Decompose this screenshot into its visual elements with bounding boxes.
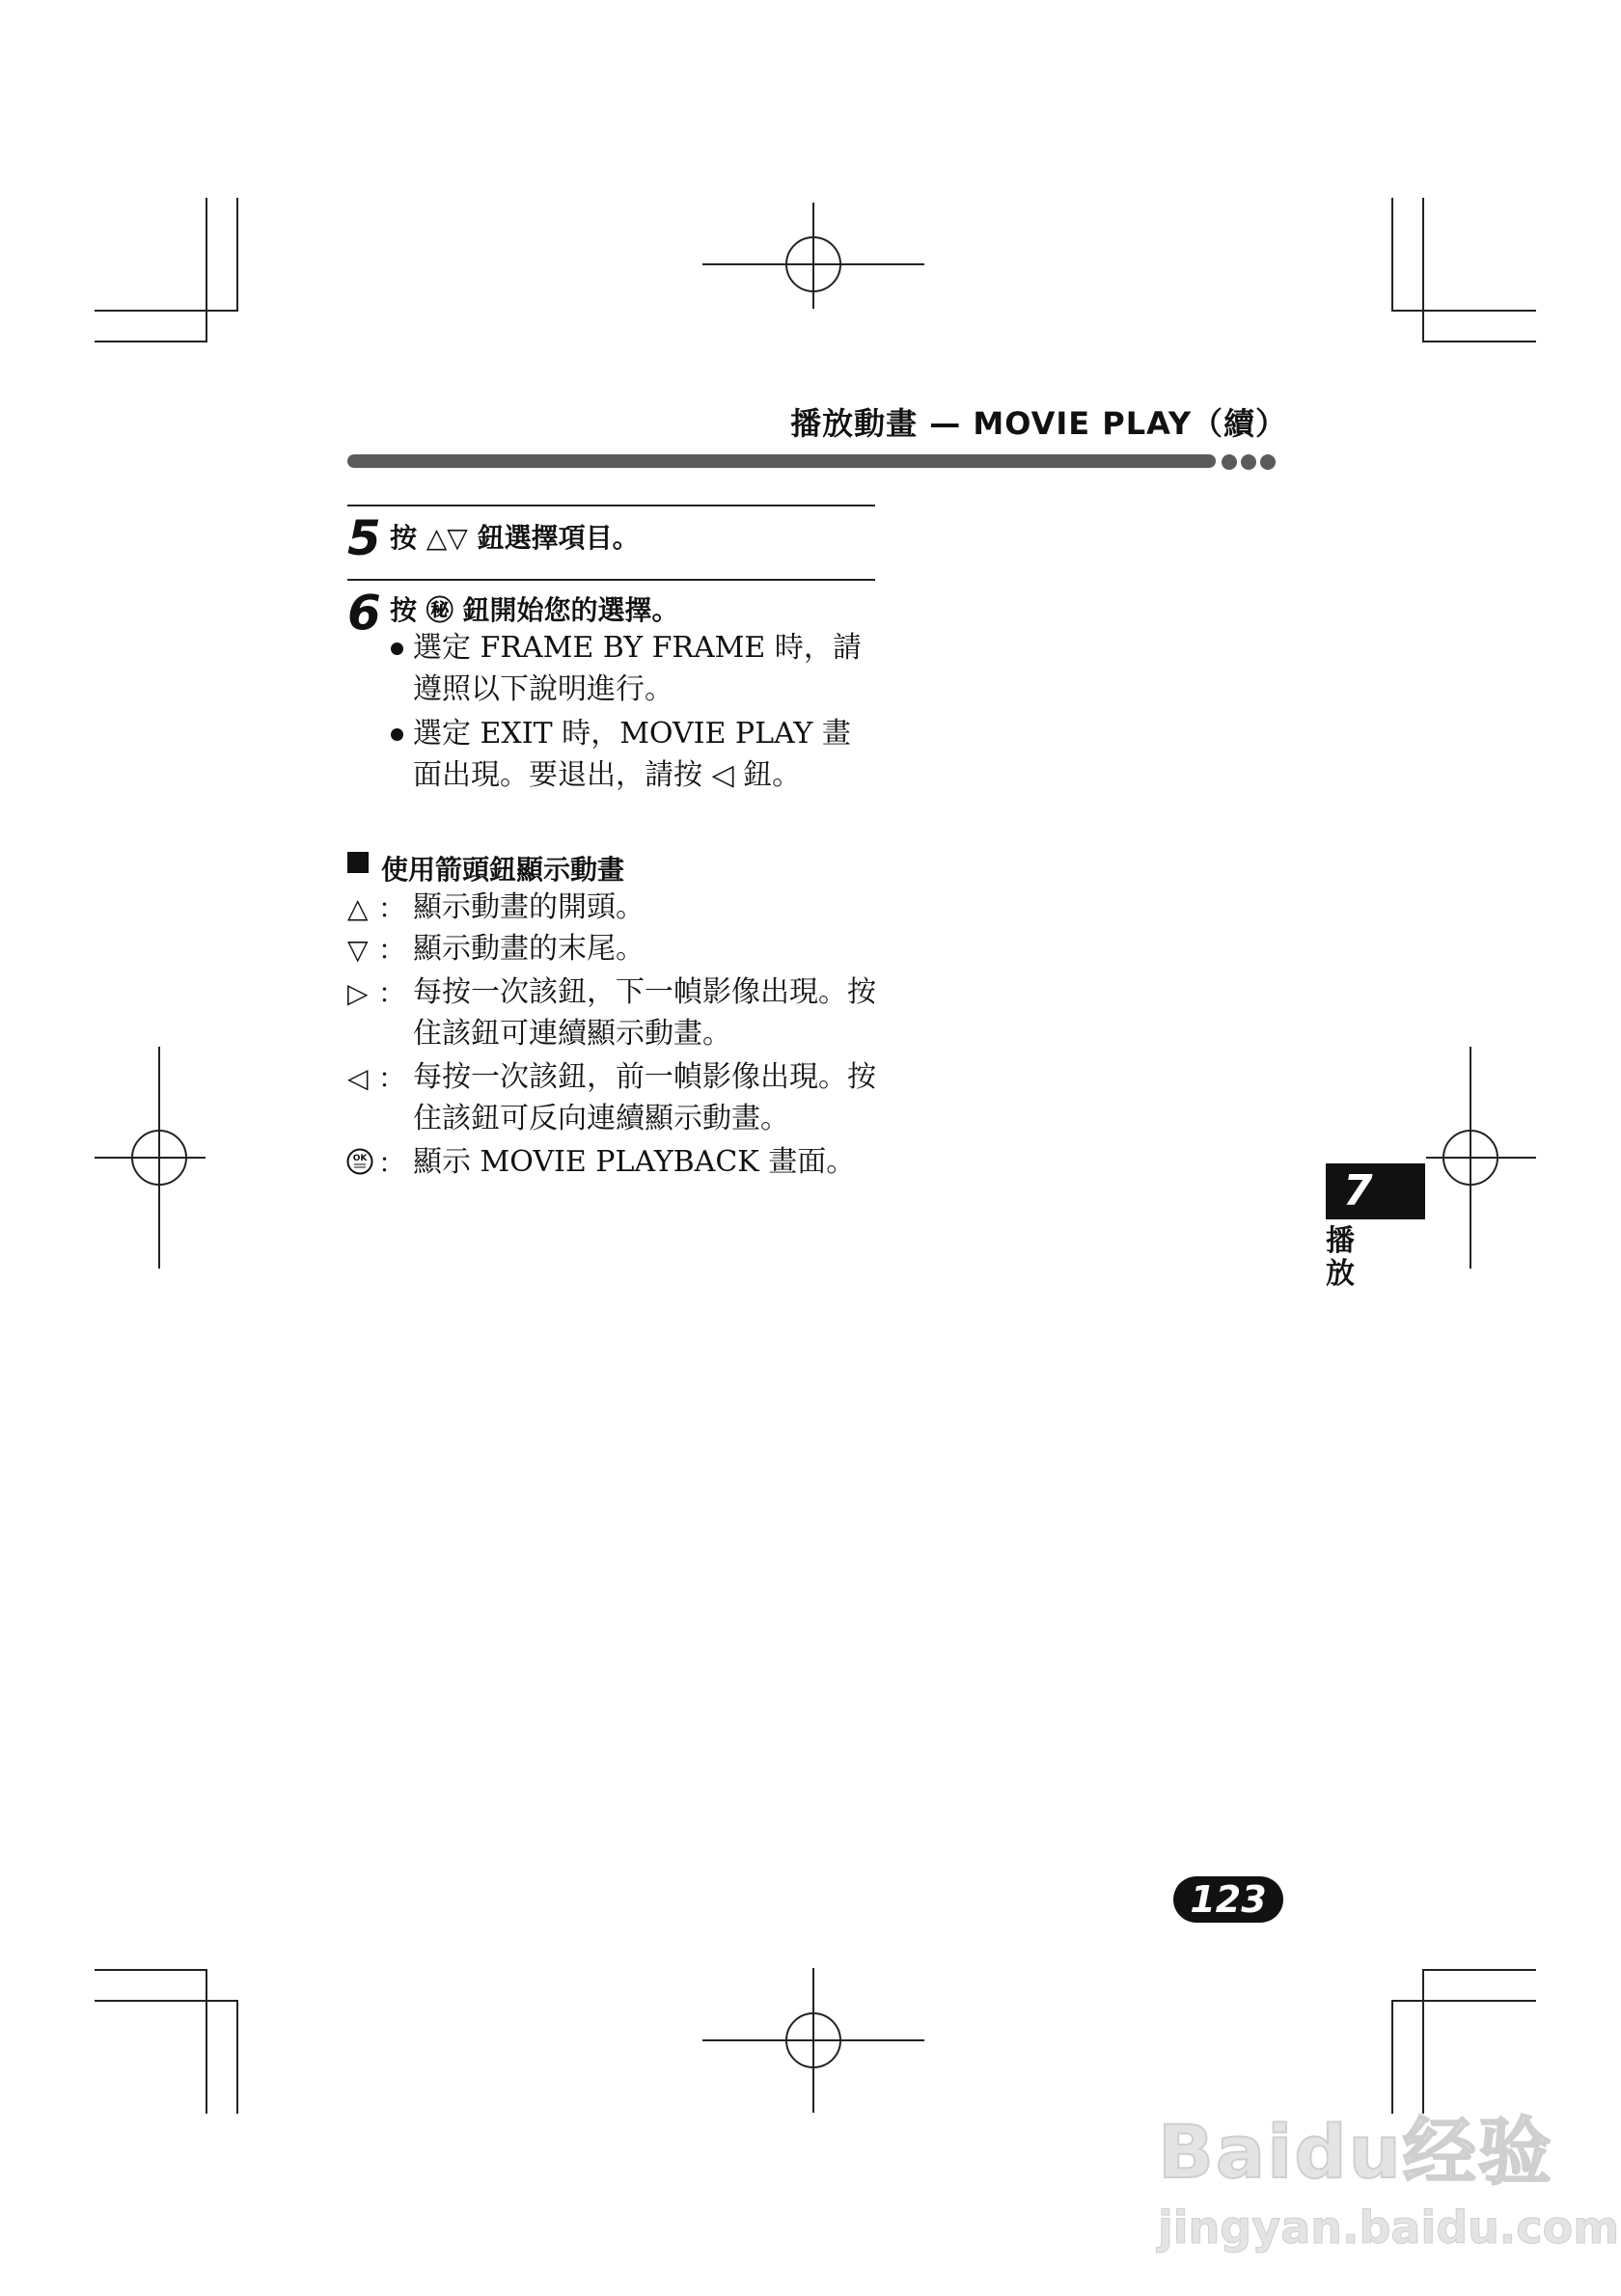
crop-mark <box>1391 198 1393 310</box>
registration-mark <box>95 1047 206 1269</box>
bullet-line: 選定 EXIT 時，MOVIE PLAY 畫 <box>413 717 851 751</box>
chapter-number-tab: 7 <box>1326 1163 1425 1219</box>
watermark <box>1158 2093 1620 2267</box>
page-header-title: 播放動畫 — MOVIE PLAY（續） <box>790 405 1287 442</box>
crop-mark <box>1391 2000 1536 2002</box>
bullet-dot <box>391 728 403 741</box>
crop-mark <box>1422 1969 1536 1971</box>
up-arrow-icon: △ <box>347 892 369 924</box>
step-number: 5 <box>347 510 381 566</box>
arrow-description: 顯示動畫的開頭。 <box>413 890 645 924</box>
arrow-description: 顯示動畫的末尾。 <box>413 932 645 966</box>
down-arrow-icon: ▽ <box>347 934 369 966</box>
crop-mark <box>236 2000 238 2114</box>
crop-mark <box>1391 310 1536 312</box>
header-dot <box>1241 454 1256 470</box>
arrow-description: 住該鈕可連續顯示動畫。 <box>413 1017 731 1051</box>
crop-mark <box>236 198 238 310</box>
colon: ： <box>378 892 406 924</box>
header-dot <box>1222 454 1237 470</box>
bullet-line: 遵照以下說明進行。 <box>413 672 673 706</box>
arrow-description: 每按一次該鈕，下一幀影像出現。按 <box>413 975 876 1009</box>
crop-mark <box>95 1969 207 1971</box>
crop-mark <box>206 1969 207 2114</box>
step-text: 按 ㊙ 鈕開始您的選擇。 <box>390 594 679 626</box>
arrow-description: 每按一次該鈕，前一幀影像出現。按 <box>413 1060 876 1094</box>
crop-mark <box>206 198 207 341</box>
chapter-label-char: 放 <box>1326 1257 1355 1291</box>
bullet-line: 面出現。要退出，請按 ◁ 鈕。 <box>413 758 802 792</box>
step-divider <box>347 579 875 581</box>
watermark-url: jingyan.baidu.com <box>1158 2201 1620 2254</box>
section-marker-square <box>347 852 369 873</box>
ok-button-icon <box>346 1148 373 1175</box>
bullet-dot <box>391 642 403 655</box>
left-arrow-icon: ◁ <box>347 1062 369 1094</box>
watermark-brand: Baidu经验 <box>1158 2109 1553 2195</box>
chapter-label-char: 播 <box>1326 1224 1355 1258</box>
page-number: 123 <box>1173 1876 1283 1923</box>
registration-mark <box>702 203 924 309</box>
crop-mark <box>95 341 207 342</box>
colon: ： <box>378 977 406 1009</box>
colon: ： <box>378 1147 406 1179</box>
crop-mark <box>1422 341 1536 342</box>
crop-mark <box>1422 198 1424 341</box>
registration-mark <box>702 1968 924 2113</box>
arrow-description: 顯示 MOVIE PLAYBACK 畫面。 <box>413 1145 856 1179</box>
colon: ： <box>378 934 406 966</box>
colon: ： <box>378 1062 406 1094</box>
header-rule-bar <box>347 454 1216 468</box>
bullet-line: 選定 FRAME BY FRAME 時，請 <box>413 631 862 665</box>
step-divider <box>347 505 875 506</box>
section-title: 使用箭頭鈕顯示動畫 <box>381 854 625 886</box>
crop-mark <box>95 2000 238 2002</box>
arrow-description: 住該鈕可反向連續顯示動畫。 <box>413 1102 789 1135</box>
registration-mark <box>1426 1047 1536 1269</box>
crop-mark <box>95 310 238 312</box>
crop-mark <box>1422 1969 1424 2114</box>
svg-text:OK: OK <box>352 1154 368 1163</box>
right-arrow-icon: ▷ <box>347 977 369 1009</box>
header-dot <box>1260 454 1276 470</box>
step-text: 按 △▽ 鈕選擇項目。 <box>390 522 640 554</box>
step-number: 6 <box>347 585 381 641</box>
